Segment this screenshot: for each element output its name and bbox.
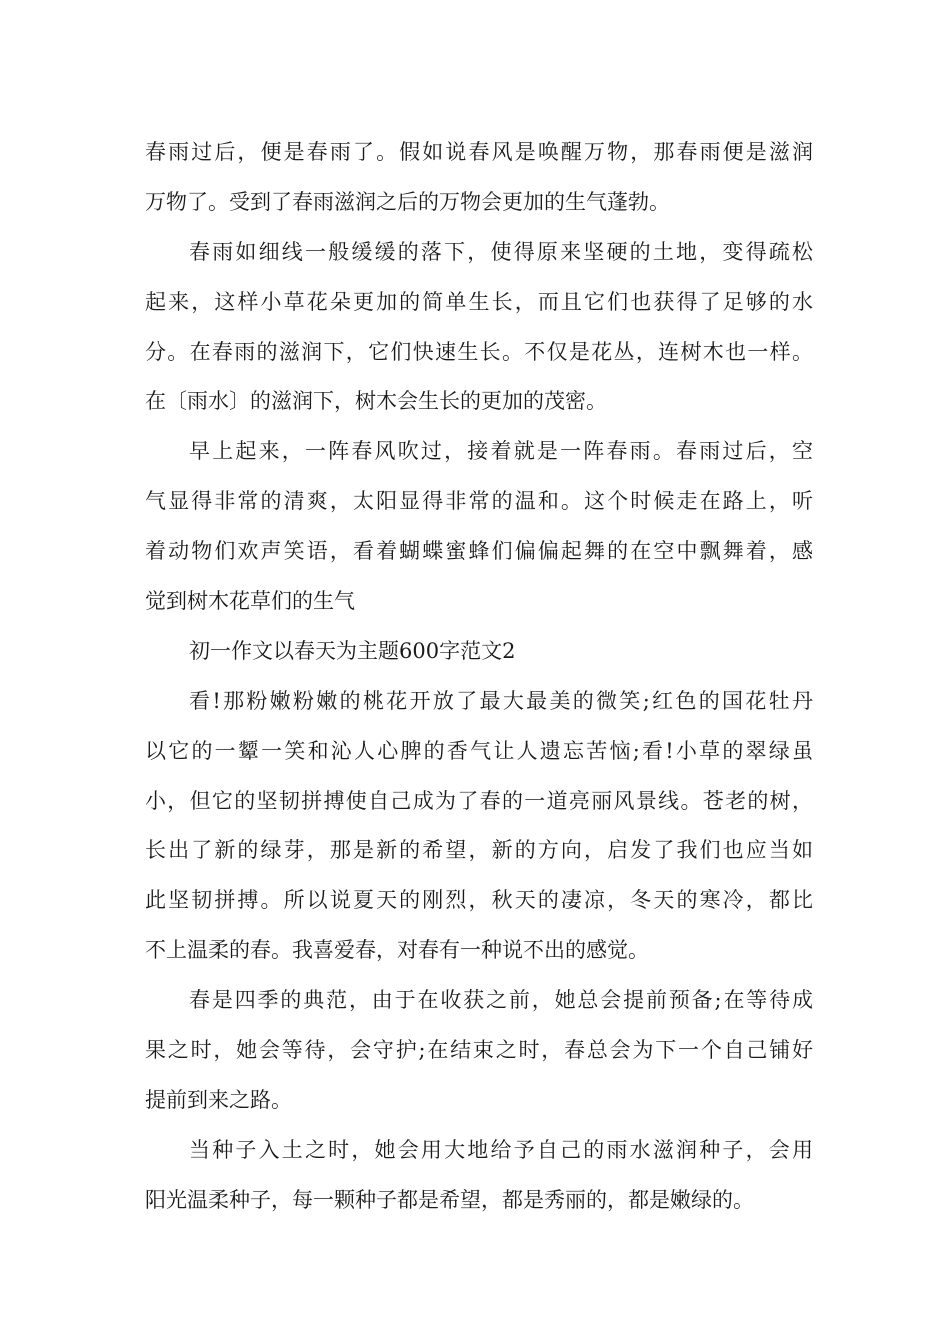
text-line: 此坚韧拼搏。所以说夏天的刚烈，秋天的凄凉，冬天的寒冷，都比 — [145, 888, 813, 913]
paragraph — [145, 128, 813, 228]
text-line: 在〔雨水〕的滋润下，树木会生长的更加的茂密。 — [145, 389, 607, 414]
text-line: 万物了。受到了春雨滋润之后的万物会更加的生气蓬勃。 — [145, 189, 670, 214]
paragraph — [145, 427, 813, 627]
text-line: 小，但它的坚韧拼搏使自己成为了春的一道亮丽风景线。苍老的树， — [145, 788, 813, 813]
text-line: 看!那粉嫩粉嫩的桃花开放了最大最美的微笑;红色的国花牡丹 — [189, 688, 813, 713]
text-line: 以它的一颦一笑和沁人心脾的香气让人遗忘苦恼;看!小草的翠绿虽 — [145, 738, 813, 763]
text-line: 春雨过后，便是春雨了。假如说春风是唤醒万物，那春雨便是滋润 — [145, 140, 813, 164]
text-line: 长出了新的绿芽，那是新的希望，新的方向，启发了我们也应当如 — [145, 838, 813, 863]
paragraph — [145, 1126, 813, 1226]
text-line: 阳光温柔种子，每一颗种子都是希望，都是秀丽的，都是嫩绿的。 — [145, 1187, 754, 1212]
paragraph — [145, 627, 813, 677]
paragraph — [145, 228, 813, 428]
text-line: 早上起来，一阵春风吹过，接着就是一阵春雨。春雨过后，空 — [189, 439, 813, 464]
text-line: 气显得非常的清爽，太阳显得非常的温和。这个时候走在路上，听 — [145, 489, 813, 514]
text-line: 分。在春雨的滋润下，它们快速生长。不仅是花丛，连树木也一样。 — [145, 339, 813, 364]
text-line: 果之时，她会等待，会守护;在结束之时，春总会为下一个自己铺好 — [145, 1038, 813, 1063]
text-line: 初一作文以春天为主题600字范文2 — [189, 638, 516, 663]
text-line: 着动物们欢声笑语，看着蝴蝶蜜蜂们偏偏起舞的在空中飘舞着，感 — [145, 539, 813, 564]
text-line: 觉到树木花草们的生气 — [145, 589, 355, 614]
text-line: 提前到来之路。 — [145, 1087, 292, 1112]
text-line: 不上温柔的春。我喜爱春，对春有一种说不出的感觉。 — [145, 938, 649, 963]
text-line: 春是四季的典范，由于在收获之前，她总会提前预备;在等待成 — [189, 988, 813, 1013]
article-body — [145, 128, 813, 1226]
paragraph — [145, 976, 813, 1126]
paragraph — [145, 677, 813, 976]
text-line: 春雨如细线一般缓缓的落下，使得原来坚硬的土地，变得疏松 — [189, 239, 813, 264]
text-line: 起来，这样小草花朵更加的简单生长，而且它们也获得了足够的水 — [145, 289, 813, 314]
text-line: 当种子入土之时，她会用大地给予自己的雨水滋润种子，会用 — [189, 1137, 813, 1162]
